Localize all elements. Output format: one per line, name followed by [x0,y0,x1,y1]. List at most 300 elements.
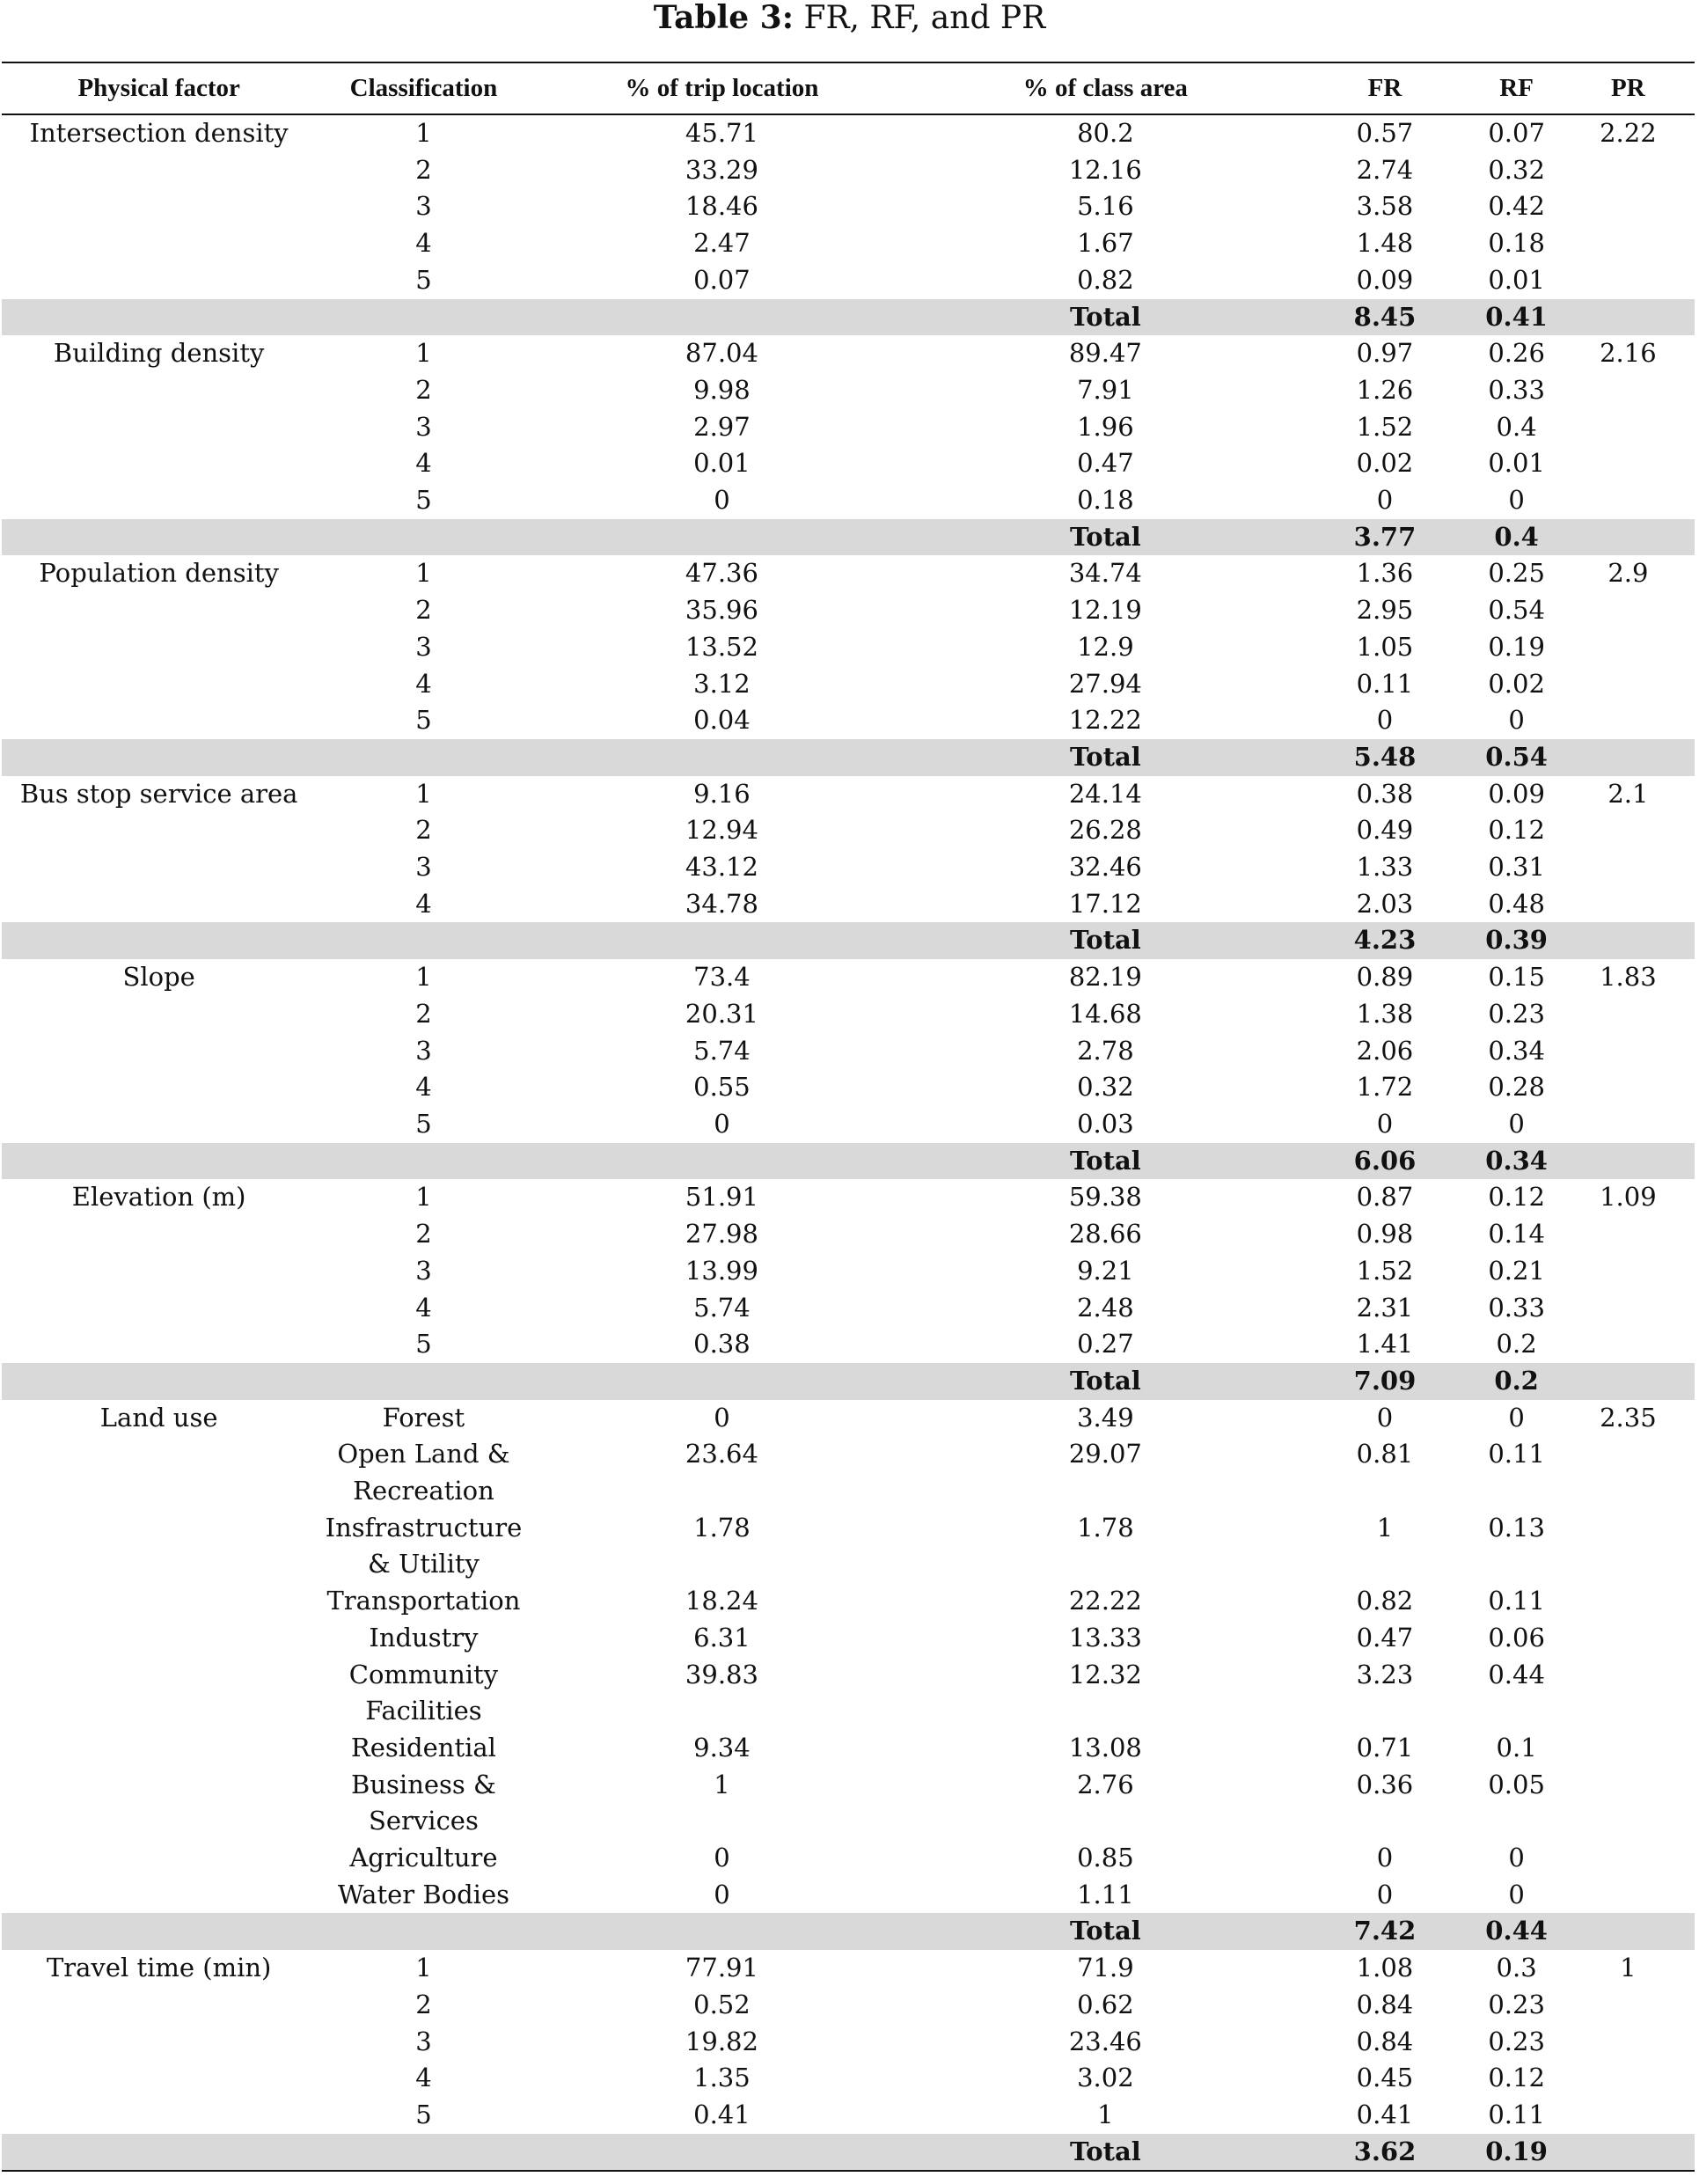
table-row [2,555,1695,592]
class-area-cell: 3.49 [1077,1402,1134,1433]
total-rf: 0.4 [1471,519,1561,556]
table-row [2,1069,1695,1106]
empty-cell [2,1913,316,1950]
total-rf: 0.44 [1471,1913,1561,1950]
physical-factor-cell [2,1033,316,1070]
total-fr: 5.48 [1298,739,1471,776]
rf-cell: 0.3 [1496,1953,1537,1983]
table-row [2,702,1695,739]
class-area-cell: 2.48 [1077,1292,1134,1323]
fr-cell: 3.23 [1356,1659,1414,1689]
table-row [2,445,1695,482]
rf-cell: 0.26 [1488,338,1545,369]
classification-cell: 3 [415,1035,432,1066]
rf-cell: 0.1 [1496,1732,1537,1763]
total-fr: 3.62 [1298,2134,1471,2172]
pr-cell [1562,1216,1695,1253]
empty-cell [316,1143,531,1180]
data-table [2,63,1695,2172]
class-area-cell: 24.14 [1068,778,1142,809]
class-area-cell: 12.32 [1068,1659,1142,1689]
total-row [2,739,1695,776]
rf-cell: 0.18 [1488,228,1545,259]
pr-cell [1562,372,1695,409]
physical-factor-cell [2,812,316,849]
total-rf: 0.2 [1471,1363,1561,1400]
rf-cell: 0.12 [1488,815,1545,846]
rf-cell: 0.01 [1488,448,1545,479]
physical-factor-cell: Travel time (min) [46,1953,272,1983]
trip-location-cell: 51.91 [685,1182,758,1213]
empty-cell [316,922,531,959]
rf-cell: 0.12 [1488,2063,1545,2093]
class-area-cell: 0.47 [1077,448,1134,479]
class-area-cell: 17.12 [1068,888,1142,919]
class-area-cell: 23.46 [1068,2026,1142,2056]
table-row [2,1840,1695,1877]
class-area-cell: 28.66 [1068,1219,1142,1250]
empty-cell [2,1143,316,1180]
table-row [2,1950,1695,1987]
table-row [2,1436,1695,1509]
classification-cell: 2 [415,1989,432,2019]
class-area-cell: 0.62 [1077,1989,1134,2019]
classification-cell: 3 [415,852,432,883]
table-row [2,1767,1695,1840]
empty-cell [531,739,913,776]
table-row [2,1620,1695,1657]
pr-cell [1562,812,1695,849]
physical-factor-cell: Elevation (m) [71,1182,246,1213]
rf-cell: 0.31 [1488,852,1545,883]
total-row [2,1363,1695,1400]
classification-cell: 2 [415,1219,432,1250]
physical-factor-cell [2,1730,316,1767]
class-area-cell: 3.02 [1077,2063,1134,2093]
total-fr: 6.06 [1298,1143,1471,1180]
rf-cell: 0 [1508,1843,1525,1873]
rf-cell: 0.4 [1496,411,1537,442]
trip-location-cell: 0.07 [693,264,751,295]
total-rf: 0.34 [1471,1143,1561,1180]
pr-cell [1562,702,1695,739]
rf-cell: 0.15 [1488,962,1545,993]
physical-factor-cell: Building density [53,338,265,369]
empty-cell [1562,1913,1695,1950]
fr-cell: 0.11 [1356,668,1414,699]
classification-cell: 4 [415,2063,432,2093]
table-row [2,629,1695,666]
physical-factor-cell [2,1069,316,1106]
physical-factor-cell [2,1326,316,1363]
table-row [2,2097,1695,2134]
trip-location-cell: 12.94 [685,815,758,846]
classification-cell: 5 [415,485,432,516]
fr-cell: 1.52 [1356,411,1414,442]
empty-cell [316,739,531,776]
class-area-cell: 1.11 [1077,1879,1134,1909]
total-row [2,2134,1695,2172]
pr-cell [1562,886,1695,923]
total-row [2,299,1695,336]
rf-cell: 0.25 [1488,558,1545,589]
classification-cell: Industry [369,1622,479,1653]
table-row [2,372,1695,409]
classification-cell: 3 [415,631,432,662]
fr-cell: 2.74 [1356,154,1414,185]
classification-cell: 1 [415,338,432,369]
classification-cell: 5 [415,1108,432,1139]
table-row [2,482,1695,519]
classification-cell: Insfrastructure & Utility [325,1512,523,1579]
fr-cell: 1 [1376,1512,1394,1543]
trip-location-cell: 6.31 [693,1622,751,1653]
total-label: Total [912,299,1298,336]
empty-cell [531,299,913,336]
class-area-cell: 1 [1097,2099,1114,2129]
fr-cell: 1.36 [1356,558,1414,589]
pr-cell [1562,409,1695,446]
empty-cell [316,519,531,556]
trip-location-cell: 19.82 [685,2026,758,2056]
header-class-area: % of class area [912,63,1298,114]
trip-location-cell: 0 [714,1402,730,1433]
class-area-cell: 12.9 [1077,631,1134,662]
rf-cell: 0.23 [1488,998,1545,1029]
table-row [2,849,1695,886]
fr-cell: 3.58 [1356,191,1414,222]
rf-cell: 0.2 [1496,1329,1537,1360]
fr-cell: 1.52 [1356,1255,1414,1286]
physical-factor-cell: Land use [99,1402,218,1433]
rf-cell: 0.11 [1488,1439,1545,1469]
physical-factor-cell [2,666,316,703]
pr-cell [1562,2097,1695,2134]
physical-factor-cell [2,1583,316,1620]
class-area-cell: 14.68 [1068,998,1142,1029]
classification-cell: 2 [415,595,432,626]
classification-cell: Residential [350,1732,496,1763]
fr-cell: 1.38 [1356,998,1414,1029]
fr-cell: 0.89 [1356,962,1414,993]
fr-cell: 1.08 [1356,1953,1414,1983]
fr-cell: 0.84 [1356,1989,1414,2019]
rf-cell: 0.11 [1488,2099,1545,2129]
pr-cell [1562,2060,1695,2097]
rf-cell: 0.54 [1488,595,1545,626]
empty-cell [531,1143,913,1180]
classification-cell: Forest [382,1402,465,1433]
fr-cell: 0.82 [1356,1586,1414,1616]
class-area-cell: 71.9 [1077,1953,1134,1983]
empty-cell [1562,739,1695,776]
trip-location-cell: 2.47 [693,228,751,259]
class-area-cell: 27.94 [1068,668,1142,699]
table-row [2,1216,1695,1253]
table-row [2,812,1695,849]
pr-cell [1562,482,1695,519]
total-row [2,1913,1695,1950]
pr-cell: 1.09 [1600,1182,1657,1213]
pr-cell [1562,188,1695,225]
physical-factor-cell [2,188,316,225]
class-area-cell: 7.91 [1077,374,1134,405]
rf-cell: 0.23 [1488,1989,1545,2019]
empty-cell [2,922,316,959]
total-label: Total [912,1143,1298,1180]
trip-location-cell: 27.98 [685,1219,758,1250]
empty-cell [316,1913,531,1950]
trip-location-cell: 9.34 [693,1732,751,1763]
trip-location-cell: 34.78 [685,888,758,919]
pr-cell [1562,2024,1695,2061]
class-area-cell: 13.08 [1068,1732,1142,1763]
trip-location-cell: 18.46 [685,191,758,222]
table-row [2,1400,1695,1437]
table-row [2,666,1695,703]
table-row [2,1033,1695,1070]
fr-cell: 0.84 [1356,2026,1414,2056]
trip-location-cell: 9.98 [693,374,751,405]
classification-cell: 1 [415,558,432,589]
table-row [2,2024,1695,2061]
total-fr: 4.23 [1298,922,1471,959]
table-row [2,1877,1695,1914]
pr-cell [1562,1033,1695,1070]
class-area-cell: 12.16 [1068,154,1142,185]
classification-cell: 3 [415,2026,432,2056]
rf-cell: 0.05 [1488,1769,1545,1799]
pr-cell [1562,1436,1695,1509]
fr-cell: 2.95 [1356,595,1414,626]
empty-cell [2,1363,316,1400]
trip-location-cell: 33.29 [685,154,758,185]
pr-cell [1562,1730,1695,1767]
class-area-cell: 0.82 [1077,264,1134,295]
classification-cell: 3 [415,191,432,222]
class-area-cell: 5.16 [1077,191,1134,222]
physical-factor-cell [2,2024,316,2061]
classification-cell: 5 [415,1329,432,1360]
empty-cell [1562,299,1695,336]
physical-factor-cell [2,996,316,1033]
pr-cell [1562,1767,1695,1840]
pr-cell [1562,1510,1695,1583]
physical-factor-cell [2,1840,316,1877]
table-row [2,2060,1695,2097]
classification-cell: 3 [415,1255,432,1286]
trip-location-cell: 1.35 [693,2063,751,2093]
physical-factor-cell [2,1216,316,1253]
trip-location-cell: 5.74 [693,1035,751,1066]
physical-factor-cell [2,152,316,189]
empty-cell [1562,519,1695,556]
classification-cell: Open Land & Recreation [337,1439,510,1506]
fr-cell: 2.31 [1356,1292,1414,1323]
class-area-cell: 2.78 [1077,1035,1134,1066]
physical-factor-cell [2,445,316,482]
table-row [2,592,1695,629]
classification-cell: 4 [415,1072,432,1103]
rf-cell: 0.12 [1488,1182,1545,1213]
pr-cell [1562,152,1695,189]
rf-cell: 0.48 [1488,888,1545,919]
physical-factor-cell [2,886,316,923]
physical-factor-cell [2,1877,316,1914]
classification-cell: 4 [415,1292,432,1323]
table-row [2,776,1695,813]
rf-cell: 0.42 [1488,191,1545,222]
rf-cell: 0 [1508,485,1525,516]
trip-location-cell: 43.12 [685,852,758,883]
header-rf: RF [1471,63,1561,114]
trip-location-cell: 20.31 [685,998,758,1029]
class-area-cell: 12.22 [1068,705,1142,736]
fr-cell: 0.41 [1356,2099,1414,2129]
fr-cell: 0.38 [1356,778,1414,809]
fr-cell: 1.41 [1356,1329,1414,1360]
total-rf: 0.39 [1471,922,1561,959]
trip-location-cell: 35.96 [685,595,758,626]
fr-cell: 0 [1376,485,1394,516]
fr-cell: 0.36 [1356,1769,1414,1799]
classification-cell: Community Facilities [348,1659,499,1726]
class-area-cell: 1.96 [1077,411,1134,442]
classification-cell: 5 [415,264,432,295]
trip-location-cell: 0.01 [693,448,751,479]
total-label: Total [912,519,1298,556]
trip-location-cell: 45.71 [685,118,758,148]
trip-location-cell: 0 [714,1879,730,1909]
pr-cell [1562,1583,1695,1620]
rf-cell: 0.21 [1488,1255,1545,1286]
total-row [2,922,1695,959]
header-trip-location: % of trip location [531,63,913,114]
physical-factor-cell [2,849,316,886]
class-area-cell: 26.28 [1068,815,1142,846]
trip-location-cell: 0 [714,1108,730,1139]
classification-cell: 1 [415,1953,432,1983]
empty-cell [1562,922,1695,959]
rf-cell: 0.44 [1488,1659,1545,1689]
physical-factor-cell [2,1290,316,1327]
physical-factor-cell [2,482,316,519]
classification-cell: Business & Services [351,1769,496,1836]
physical-factor-cell [2,1987,316,2024]
total-fr: 3.77 [1298,519,1471,556]
total-fr: 7.09 [1298,1363,1471,1400]
fr-cell: 0.87 [1356,1182,1414,1213]
fr-cell: 0.98 [1356,1219,1414,1250]
class-area-cell: 59.38 [1068,1182,1142,1213]
pr-cell: 2.16 [1600,338,1657,369]
physical-factor-cell: Intersection density [29,118,289,148]
table-row [2,959,1695,996]
empty-cell [2,2134,316,2172]
header-fr: FR [1298,63,1471,114]
total-label: Total [912,1363,1298,1400]
fr-cell: 1.33 [1356,852,1414,883]
class-area-cell: 9.21 [1077,1255,1134,1286]
table-row [2,1290,1695,1327]
pr-cell [1562,1069,1695,1106]
physical-factor-cell [2,225,316,262]
rf-cell: 0.33 [1488,1292,1545,1323]
class-area-cell: 2.76 [1077,1769,1134,1799]
empty-cell [316,1363,531,1400]
pr-cell: 2.1 [1607,778,1649,809]
table-row [2,188,1695,225]
trip-location-cell: 13.99 [685,1255,758,1286]
fr-cell: 0 [1376,1402,1394,1433]
fr-cell: 1.72 [1356,1072,1414,1103]
classification-cell: 1 [415,118,432,148]
classification-cell: 1 [415,1182,432,1213]
class-area-cell: 80.2 [1077,118,1134,148]
fr-cell: 1.48 [1356,228,1414,259]
pr-cell [1562,996,1695,1033]
total-label: Total [912,739,1298,776]
total-row [2,1143,1695,1180]
trip-location-cell: 0 [714,1843,730,1873]
pr-cell [1562,1253,1695,1290]
classification-cell: 3 [415,411,432,442]
fr-cell: 0 [1376,1108,1394,1139]
physical-factor-cell: Bus stop service area [19,778,298,809]
class-area-cell: 0.32 [1077,1072,1134,1103]
table-row [2,1657,1695,1730]
empty-cell [316,2134,531,2172]
pr-cell [1562,849,1695,886]
empty-cell [1562,1363,1695,1400]
trip-location-cell: 0.52 [693,1989,751,2019]
class-area-cell: 13.33 [1068,1622,1142,1653]
trip-location-cell: 2.97 [693,411,751,442]
physical-factor-cell [2,409,316,446]
rf-cell: 0.06 [1488,1622,1545,1653]
table-row [2,1987,1695,2024]
classification-cell: 4 [415,888,432,919]
fr-cell: 1.26 [1356,374,1414,405]
header-classification: Classification [316,63,531,114]
pr-cell [1562,1106,1695,1143]
trip-location-cell: 0.38 [693,1329,751,1360]
table-caption-text: FR, RF, and PR [794,0,1046,36]
classification-cell: Agriculture [349,1843,498,1873]
trip-location-cell: 73.4 [693,962,751,993]
table-row [2,225,1695,262]
rf-cell: 0.07 [1488,118,1545,148]
trip-location-cell: 0.41 [693,2099,751,2129]
pr-cell [1562,445,1695,482]
total-row [2,519,1695,556]
fr-cell: 2.03 [1356,888,1414,919]
trip-location-cell: 18.24 [685,1586,758,1616]
fr-cell: 0.45 [1356,2063,1414,2093]
empty-cell [531,2134,913,2172]
trip-location-cell: 0.04 [693,705,751,736]
total-fr: 8.45 [1298,299,1471,336]
physical-factor-cell: Slope [122,962,195,993]
pr-cell [1562,1290,1695,1327]
table-row [2,1583,1695,1620]
total-fr: 7.42 [1298,1913,1471,1950]
trip-location-cell: 0.55 [693,1072,751,1103]
empty-cell [531,1913,913,1950]
total-rf: 0.54 [1471,739,1561,776]
physical-factor-cell [2,592,316,629]
fr-cell: 0 [1376,1843,1394,1873]
